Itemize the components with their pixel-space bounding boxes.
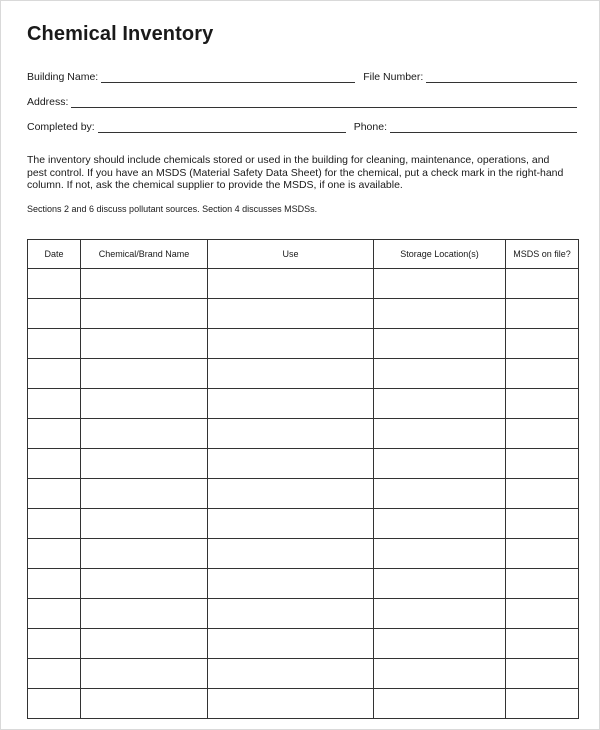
date-cell[interactable] — [28, 689, 81, 719]
date-cell[interactable] — [28, 419, 81, 449]
date-cell[interactable] — [28, 479, 81, 509]
msds-on-file-cell[interactable] — [506, 359, 579, 389]
table-row — [28, 689, 579, 719]
storage-location-cell[interactable] — [374, 299, 506, 329]
page-title: Chemical Inventory — [27, 23, 214, 45]
use-cell[interactable] — [208, 539, 374, 569]
date-cell[interactable] — [28, 449, 81, 479]
msds-on-file-cell[interactable] — [506, 539, 579, 569]
use-cell[interactable] — [208, 569, 374, 599]
date-cell[interactable] — [28, 359, 81, 389]
chemical-brand-name-cell[interactable] — [81, 539, 208, 569]
msds-on-file-cell[interactable] — [506, 599, 579, 629]
column-header-use: Use — [208, 240, 374, 269]
use-cell[interactable] — [208, 359, 374, 389]
storage-location-cell[interactable] — [374, 689, 506, 719]
chemical-brand-name-cell[interactable] — [81, 299, 208, 329]
storage-location-cell[interactable] — [374, 389, 506, 419]
chemical-brand-name-cell[interactable] — [81, 329, 208, 359]
chemical-brand-name-cell[interactable] — [81, 269, 208, 299]
date-cell[interactable] — [28, 659, 81, 689]
table-row — [28, 509, 579, 539]
building-file-row — [27, 69, 577, 83]
table-row — [28, 299, 579, 329]
completed-by-label: Completed by: — [27, 121, 95, 133]
chemical-brand-name-cell[interactable] — [81, 599, 208, 629]
storage-location-cell[interactable] — [374, 539, 506, 569]
column-header-date: Date — [28, 240, 81, 269]
msds-on-file-cell[interactable] — [506, 509, 579, 539]
use-cell[interactable] — [208, 299, 374, 329]
table-row — [28, 449, 579, 479]
storage-location-cell[interactable] — [374, 629, 506, 659]
address-row — [27, 94, 577, 108]
msds-on-file-cell[interactable] — [506, 419, 579, 449]
storage-location-cell[interactable] — [374, 449, 506, 479]
building-name-label: Building Name: — [27, 71, 99, 83]
use-cell[interactable] — [208, 479, 374, 509]
table-row — [28, 329, 579, 359]
storage-location-cell[interactable] — [374, 569, 506, 599]
table-row — [28, 569, 579, 599]
table-row — [28, 419, 579, 449]
table-row — [28, 599, 579, 629]
table-row — [28, 269, 579, 299]
address-field[interactable] — [71, 97, 577, 108]
completed-by-field[interactable] — [98, 122, 346, 133]
chemical-brand-name-cell[interactable] — [81, 689, 208, 719]
table-row — [28, 479, 579, 509]
phone-label: Phone: — [353, 121, 387, 133]
table-row — [28, 389, 579, 419]
table-row — [28, 539, 579, 569]
chemical-brand-name-cell[interactable] — [81, 479, 208, 509]
use-cell[interactable] — [208, 509, 374, 539]
date-cell[interactable] — [28, 629, 81, 659]
file-number-field[interactable] — [426, 72, 577, 83]
use-cell[interactable] — [208, 659, 374, 689]
sections-note: Sections 2 and 6 discuss pollutant sources. Section 4 discusses MSDSs. — [27, 204, 318, 214]
file-number-label: File Number: — [363, 71, 424, 83]
storage-location-cell[interactable] — [374, 659, 506, 689]
instructions-paragraph: The inventory should include chemicals stored or used in the building for cleaning, maintenance, operations, and pest control. If you have an MSDS (Material Safety Data Sheet) for the chemical, put a check mark in the right-hand column. If not, ask the chemical supplier to provide the MSDS, if one is available. — [27, 154, 564, 191]
use-cell[interactable] — [208, 389, 374, 419]
use-cell[interactable] — [208, 629, 374, 659]
storage-location-cell[interactable] — [374, 599, 506, 629]
chemical-brand-name-cell[interactable] — [81, 419, 208, 449]
completed-phone-row — [27, 119, 577, 133]
use-cell[interactable] — [208, 689, 374, 719]
chemical-brand-name-cell[interactable] — [81, 359, 208, 389]
use-cell[interactable] — [208, 329, 374, 359]
inventory-table — [27, 239, 579, 719]
chemical-brand-name-cell[interactable] — [81, 509, 208, 539]
storage-location-cell[interactable] — [374, 419, 506, 449]
chemical-brand-name-cell[interactable] — [81, 569, 208, 599]
msds-on-file-cell[interactable] — [506, 299, 579, 329]
chemical-brand-name-cell[interactable] — [81, 389, 208, 419]
use-cell[interactable] — [208, 419, 374, 449]
storage-location-cell[interactable] — [374, 359, 506, 389]
msds-on-file-cell[interactable] — [506, 629, 579, 659]
msds-on-file-cell[interactable] — [506, 329, 579, 359]
msds-on-file-cell[interactable] — [506, 689, 579, 719]
date-cell[interactable] — [28, 299, 81, 329]
chemical-brand-name-cell[interactable] — [81, 449, 208, 479]
msds-on-file-cell[interactable] — [506, 569, 579, 599]
date-cell[interactable] — [28, 269, 81, 299]
storage-location-cell[interactable] — [374, 509, 506, 539]
storage-location-cell[interactable] — [374, 479, 506, 509]
msds-on-file-cell[interactable] — [506, 449, 579, 479]
column-header-storage-location: Storage Location(s) — [374, 240, 506, 269]
date-cell[interactable] — [28, 329, 81, 359]
use-cell[interactable] — [208, 269, 374, 299]
storage-location-cell[interactable] — [374, 329, 506, 359]
inventory-table-body — [28, 269, 579, 719]
use-cell[interactable] — [208, 599, 374, 629]
building-name-field[interactable] — [101, 72, 355, 83]
date-cell[interactable] — [28, 389, 81, 419]
msds-on-file-cell[interactable] — [506, 269, 579, 299]
table-row — [28, 659, 579, 689]
date-cell[interactable] — [28, 569, 81, 599]
use-cell[interactable] — [208, 449, 374, 479]
date-cell[interactable] — [28, 599, 81, 629]
column-header-chemical-brand-name: Chemical/Brand Name — [81, 240, 208, 269]
chemical-brand-name-cell[interactable] — [81, 659, 208, 689]
msds-on-file-cell[interactable] — [506, 479, 579, 509]
date-cell[interactable] — [28, 539, 81, 569]
msds-on-file-cell[interactable] — [506, 659, 579, 689]
table-row — [28, 359, 579, 389]
table-header-row — [28, 240, 579, 269]
chemical-brand-name-cell[interactable] — [81, 629, 208, 659]
msds-on-file-cell[interactable] — [506, 389, 579, 419]
date-cell[interactable] — [28, 509, 81, 539]
table-row — [28, 629, 579, 659]
address-label: Address: — [27, 96, 69, 108]
column-header-msds-on-file: MSDS on file? — [506, 240, 579, 269]
storage-location-cell[interactable] — [374, 269, 506, 299]
phone-field[interactable] — [390, 122, 577, 133]
